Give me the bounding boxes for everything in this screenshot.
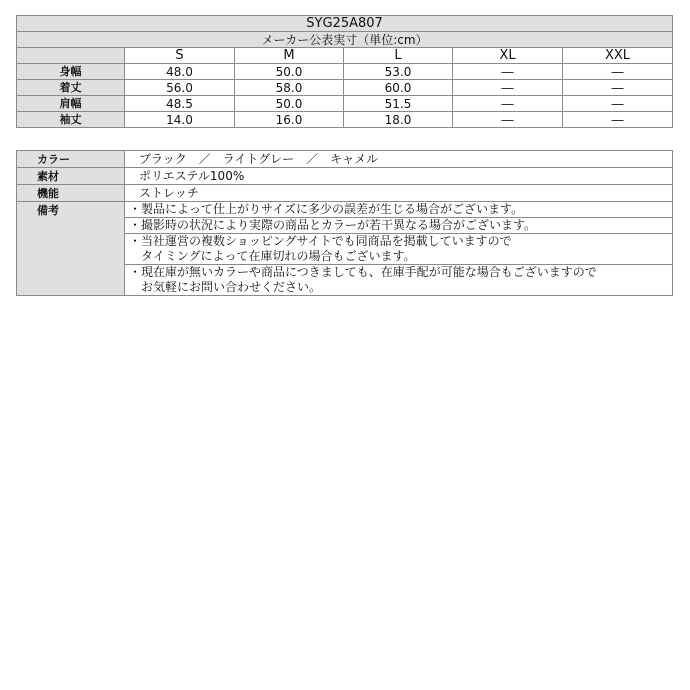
- size-table: [16, 15, 673, 128]
- table-cell: 58.0: [235, 80, 344, 96]
- note-item: [125, 202, 673, 218]
- size-header-row: [17, 48, 673, 64]
- note-line: ・製品によって仕上がりサイズに多少の誤差が生じる場合がございます。: [129, 202, 524, 216]
- note-item: [125, 218, 673, 234]
- info-row-material: [17, 168, 673, 185]
- table-cell: 16.0: [235, 112, 344, 128]
- table-cell: 48.0: [125, 64, 235, 80]
- table-row: [17, 80, 673, 96]
- row-label-shoulder: 肩幅: [17, 96, 125, 112]
- size-header-xxl: XXL: [563, 48, 673, 64]
- table-cell: ―: [563, 112, 673, 128]
- size-header-xl: XL: [453, 48, 563, 64]
- color-label: カラー: [17, 151, 125, 168]
- table-cell: ―: [453, 112, 563, 128]
- note-line: ・撮影時の状況により実際の商品とカラーが若干異なる場合がございます。: [129, 218, 537, 232]
- row-label-length: 着丈: [17, 80, 125, 96]
- info-row-function: [17, 185, 673, 202]
- table-cell: ―: [563, 96, 673, 112]
- size-table-subtitle: メーカー公表実寸（単位:cm）: [17, 32, 673, 48]
- table-cell: 53.0: [344, 64, 453, 80]
- table-cell: ―: [453, 80, 563, 96]
- info-row-color: [17, 151, 673, 168]
- table-cell: ―: [563, 80, 673, 96]
- note-line: お気軽にお問い合わせください。: [129, 280, 322, 294]
- table-cell: ―: [453, 96, 563, 112]
- table-cell: ―: [563, 64, 673, 80]
- table-row: [17, 112, 673, 128]
- color-value: ブラック ／ ライトグレー ／ キャメル: [125, 151, 673, 168]
- size-header-s: S: [125, 48, 235, 64]
- size-header-l: L: [344, 48, 453, 64]
- material-value: ポリエステル100%: [125, 168, 673, 185]
- note-item: [125, 234, 673, 265]
- size-header-m: M: [235, 48, 344, 64]
- table-cell: 50.0: [235, 96, 344, 112]
- note-line: ・現在庫が無いカラーや商品につきましても、在庫手配が可能な場合もございますので: [129, 265, 597, 279]
- material-label: 素材: [17, 168, 125, 185]
- function-value: ストレッチ: [125, 185, 673, 202]
- note-line: ・当社運営の複数ショッピングサイトでも同商品を掲載していますので: [129, 234, 512, 248]
- table-cell: 50.0: [235, 64, 344, 80]
- size-header-blank: [17, 48, 125, 64]
- product-code: SYG25A807: [17, 16, 673, 32]
- product-info-table: [16, 150, 673, 296]
- table-cell: 56.0: [125, 80, 235, 96]
- table-cell: ―: [453, 64, 563, 80]
- table-cell: 60.0: [344, 80, 453, 96]
- notes-label: 備考: [17, 202, 125, 296]
- note-line: タイミングによって在庫切れの場合もございます。: [129, 249, 416, 263]
- table-cell: 14.0: [125, 112, 235, 128]
- table-cell: 48.5: [125, 96, 235, 112]
- row-label-body-width: 身幅: [17, 64, 125, 80]
- table-row: [17, 64, 673, 80]
- table-cell: 51.5: [344, 96, 453, 112]
- table-row: [17, 96, 673, 112]
- info-row-note-1: [17, 202, 673, 218]
- table-cell: 18.0: [344, 112, 453, 128]
- note-item: [125, 265, 673, 296]
- function-label: 機能: [17, 185, 125, 202]
- row-label-sleeve: 袖丈: [17, 112, 125, 128]
